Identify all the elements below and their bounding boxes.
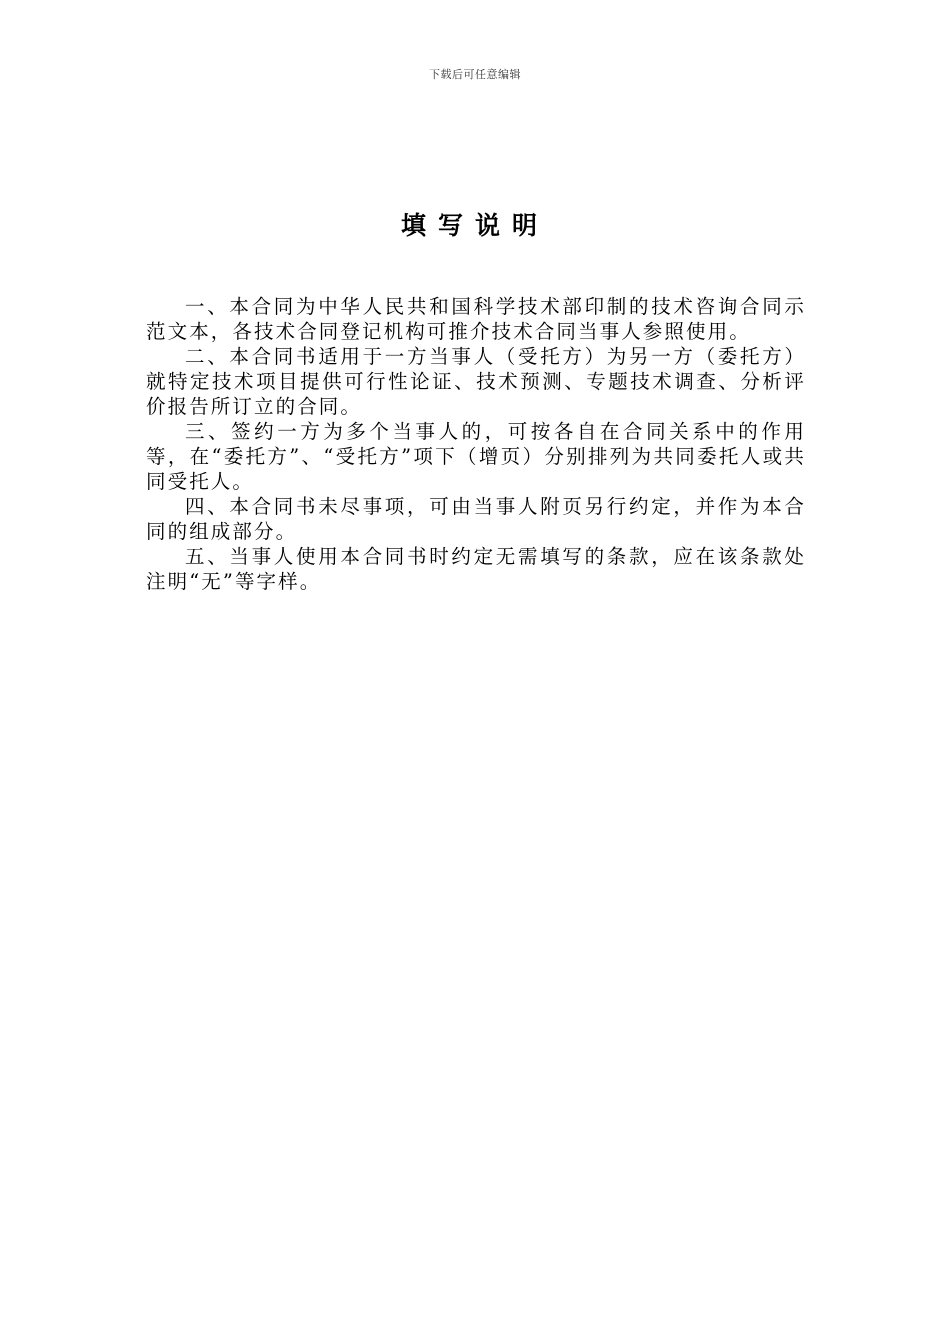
instruction-paragraph-1: 一、本合同为中华人民共和国科学技术部印制的技术咨询合同示范文本，各技术合同登记机构可推介技术合同当事人参照使用。 [146,295,806,343]
page-title: 填写说明 [400,211,549,240]
instruction-paragraph-4: 四、本合同书未尽事项，可由当事人附页另行约定，并作为本合同的组成部分。 [146,495,806,543]
header-note: 下载后可任意编辑 [429,68,521,81]
instruction-paragraph-3: 三、签约一方为多个当事人的，可按各自在合同关系中的作用等，在“委托方”、“受托方”项下（增页）分别排列为共同委托人或共同受托人。 [146,420,806,493]
instructions-body [146,294,806,594]
instruction-paragraph-2: 二、本合同书适用于一方当事人（受托方）为另一方（委托方）就特定技术项目提供可行性论证、技术预测、专题技术调查、分析评价报告所订立的合同。 [146,345,806,418]
instruction-paragraph-5: 五、当事人使用本合同书时约定无需填写的条款，应在该条款处注明“无”等字样。 [146,545,806,593]
